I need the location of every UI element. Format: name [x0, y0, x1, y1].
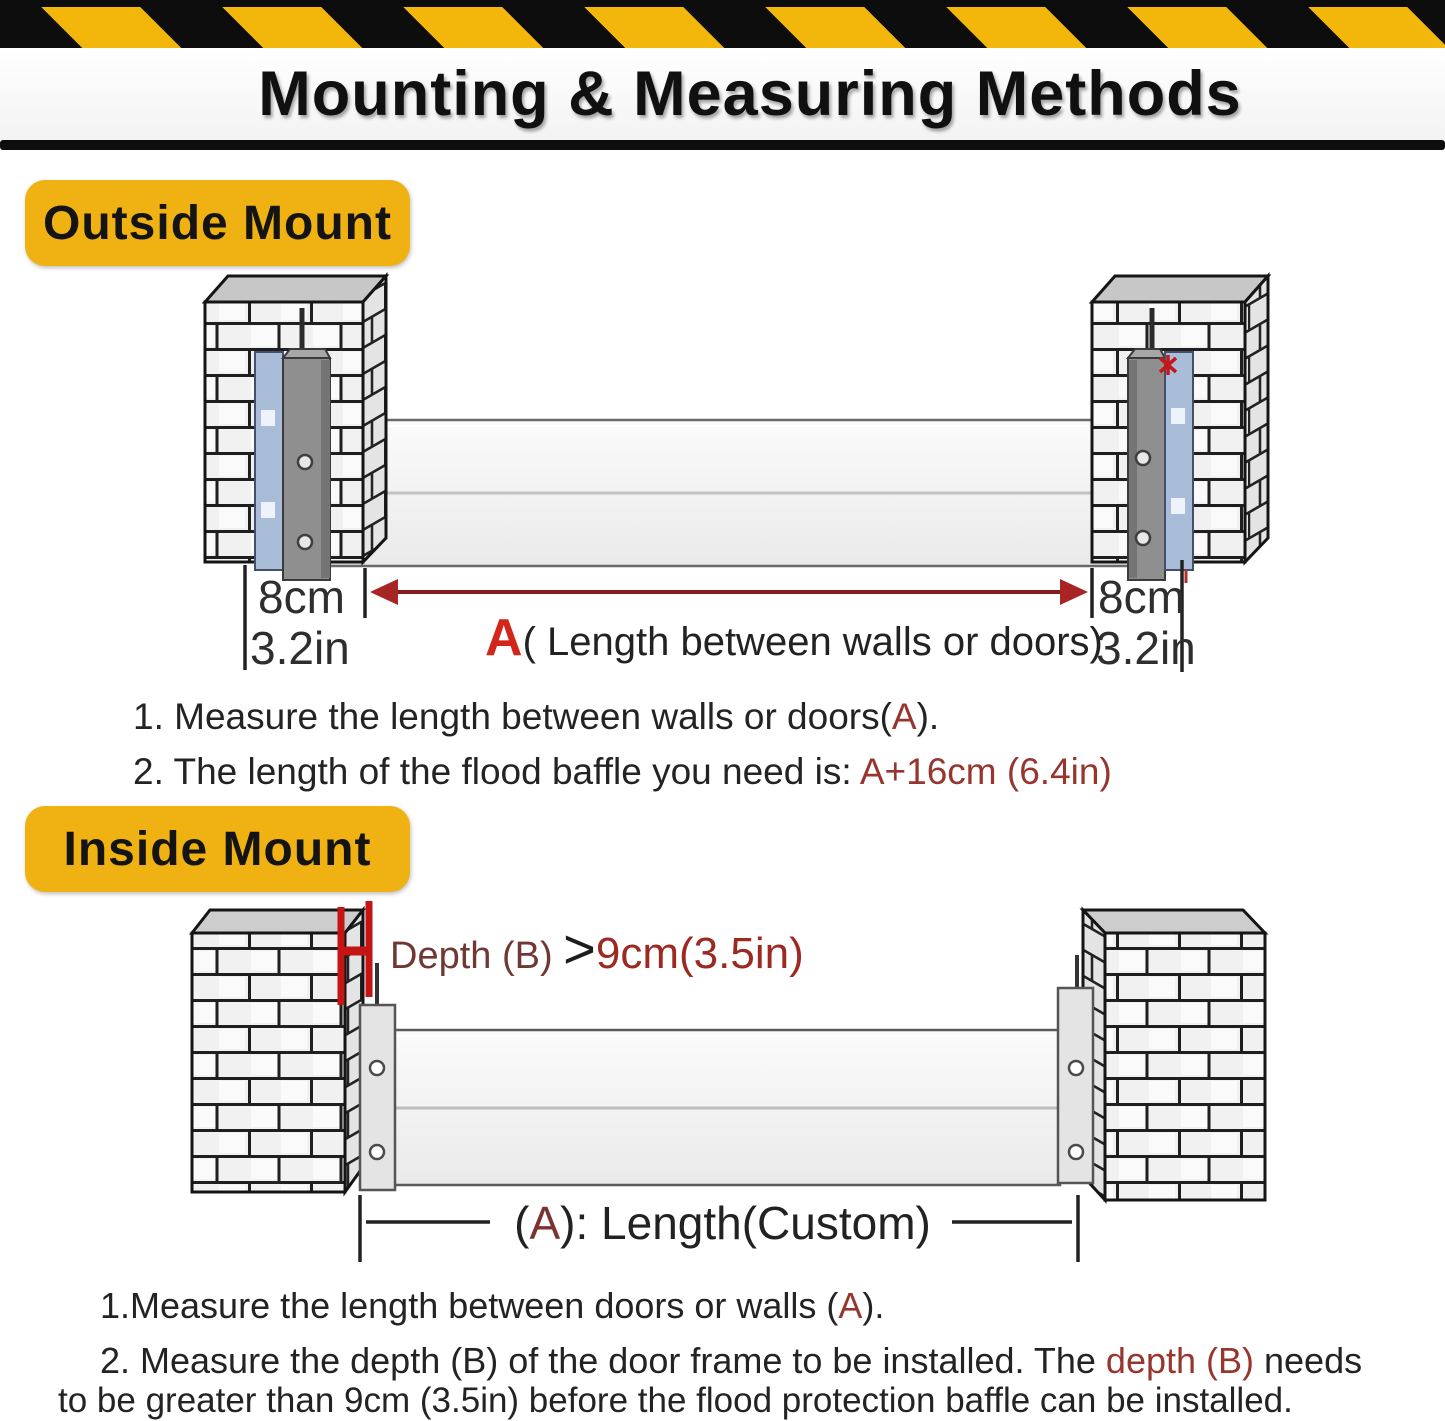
outside-length-label — [485, 608, 1103, 668]
inside-step2-post: needs — [1254, 1340, 1363, 1381]
outside-step2-em: A+16cm (6.4in) — [859, 751, 1112, 792]
dimension-arrow-outside — [370, 570, 1186, 605]
header-bottom-bar — [0, 140, 1445, 150]
outside-length-label-rest: ( Length between walls or doors) — [522, 620, 1103, 664]
inside-length-label — [0, 1196, 1445, 1250]
inside-right-brick-pillar — [1083, 910, 1265, 1200]
outside-dim-left-cm: 8cm — [258, 571, 345, 623]
outside-mount-badge-label: Outside Mount — [43, 196, 392, 250]
depth-label-value: 9cm(3.5in) — [595, 929, 804, 978]
outside-dim-right-in: 3.2in — [1096, 622, 1196, 674]
inside-mount-badge-label: Inside Mount — [63, 822, 372, 876]
flood-barrier-outside — [322, 420, 1132, 566]
outside-step1-text: 1. Measure the length between walls or doors( — [133, 696, 892, 737]
depth-label-prefix: Depth (B) — [390, 935, 564, 977]
inside-step-1 — [100, 1285, 884, 1327]
inside-step2-em: depth (B) — [1105, 1340, 1254, 1381]
inside-left-brick-pillar — [192, 910, 363, 1192]
inside-step-2-line2: to be greater than 9cm (3.5in) before the flood protection baffle can be installed. — [58, 1381, 1293, 1420]
title-band — [0, 48, 1445, 140]
flood-barrier-inside — [393, 1030, 1060, 1185]
inside-length-post: ): Length(Custom) — [560, 1197, 931, 1249]
inside-left-mount-bracket — [360, 963, 395, 1190]
outside-step2-text: 2. The length of the flood baffle you need is: — [133, 751, 860, 792]
outside-length-label-a: A — [485, 609, 523, 667]
outside-dim-left-in: 3.2in — [250, 622, 350, 674]
hazard-banner — [0, 0, 1445, 150]
page-title: Mounting & Measuring Methods — [258, 59, 1242, 129]
inside-mount-badge — [25, 806, 410, 892]
greater-than-symbol: > — [563, 917, 596, 980]
outside-dim-right-cm: 8cm — [1098, 571, 1185, 623]
inside-step1-text: 1.Measure the length between doors or walls ( — [100, 1285, 839, 1326]
inside-step2-text: 2. Measure the depth (B) of the door frame to be installed. The — [100, 1340, 1106, 1381]
outside-mount-badge — [25, 180, 410, 266]
inside-step1-em: A — [838, 1285, 863, 1326]
outside-step-1 — [133, 696, 939, 738]
inside-step1-post: ). — [862, 1285, 885, 1326]
inside-right-mount-bracket — [1058, 955, 1093, 1183]
inside-length-a: A — [529, 1197, 561, 1249]
hazard-stripes — [0, 0, 1445, 48]
inside-step-2-line1 — [100, 1340, 1362, 1382]
outside-step1-post: ). — [916, 696, 940, 737]
outside-step1-em: A — [891, 696, 917, 737]
inside-length-pre: ( — [514, 1197, 530, 1249]
outside-step-2 — [133, 751, 1112, 793]
depth-label — [390, 916, 804, 981]
